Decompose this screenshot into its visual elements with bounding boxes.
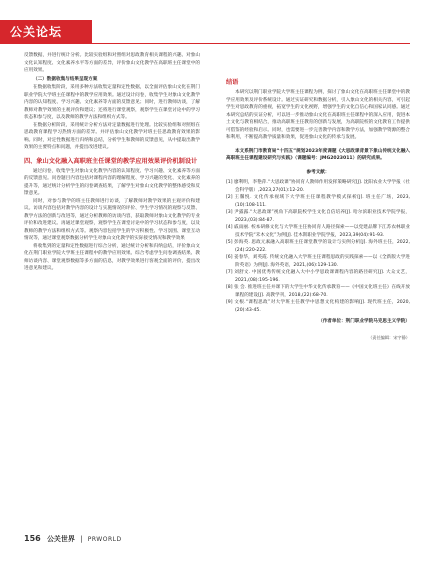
page-number: 156 <box>24 534 41 543</box>
conclusion-heading: 结语 <box>226 79 239 86</box>
paragraph: 在数据收集阶段，采用多种方法收集定量和定性数据，以全面评估象山文化在荆门职业学院大学班主任课程中的教学应用效果。通过设计问卷，收集学生对象山文化教学内容的认知程度、学习兴趣、文化素养等方面的反馈意见；同时，进行教师访谈，了解教师对教学效果的主观评价和建议；还将进行课堂观察，观察学生在课堂讨论中的学习状态和参与度，以及教师的教学方法和组织方式等。 <box>24 85 200 120</box>
section-heading: 四、象山文化融入高职班主任课堂的教学应用效果评价机制设计 <box>24 157 198 165</box>
paragraph: 将收集到的定量和定性数据进行综合分析，通过统计分析和归纳总结，评价象山文化在荆门职业学院大学班主任课程中的教学应用效果。综合考虑学生问卷调查结果、教师访谈内容、课堂观察数据等多方面的信息，对教学效果进行客观全面的评价，提出改进意见和建议。 <box>24 243 200 271</box>
section-tab <box>0 20 92 44</box>
reference-item: [9] 文根.“课程思政”对大学班主任教学中思想文化构建的影响[J]. 现代班主任，2020,(20):43-45. <box>226 300 410 313</box>
paragraph: 通过问卷，收集学生对象山文化教学内容的认知程度、学习兴趣、文化素养等方面的反馈意见。问卷题目内容包括对课程内容的理解程度、学习兴趣的变化、文化素养的提升等，通过统计分析学生的问卷调查结果，了解学生对象山文化教学的整体感受和反馈意见。 <box>24 168 200 196</box>
subheading: （二）数据收集与结果呈现方案 <box>33 76 98 82</box>
reference-item: [6] 姜春华，刘英霞. 传统文化融入大学班主任课程思政的实践探索——以《全新版大学进阶英语》为例[J]. 海外英语，2021,(06):129-130. <box>226 255 410 268</box>
author-affiliation: （作者单位：荆门职业学院马克思主义学院） <box>318 319 410 324</box>
section-title: 公关论坛 <box>10 25 63 39</box>
reference-item: [1] 廖利明，李艳萍.“大思政课”协同育人教师作用发挥策略研究[J]. 沈阳农业大学学报（社会科学版）,2023,27(01):12-20. <box>226 180 410 193</box>
reference-item: [8] 张 会. 推进班主任并课下的大学生中华文化传承教育——《中国文化班主任》在线开放课程的建设[J]. 高教学刊，2018,(22):68-70. <box>226 285 410 298</box>
funding-note: 本文系荆门市教育局“十四五”规划2023年度课题《大思政课背景下象山传统文化融入高职班主任课程建设研究与实践》（课题编号：JMG2023011）的研究成果。 <box>226 148 411 161</box>
paragraph: 在数据分析阶段，采用统计分析方法对定量数据进行处理。比较实验组和对照组在思政教育课程学习热情方面的差异。并评估象山文化教学对班主任思政教育效果的影响。同时，对定性数据进行归纳和总结，分析学生和教师的反馈意见，从中提取出教学效果的主要特点和问题，并提出改进建议。 <box>24 122 200 150</box>
paragraph: 反馈数据，并进行统计分析。比较实验组和对照组对思政教育相关课程的兴趣、对象山文化认知程度、文化素养水平等方面的差异，评价象山文化教学在高职班主任课堂中的应用效果。 <box>24 53 200 73</box>
reference-item: [2] 王馨悦. 文化传承视域下大学班主任课程教学模式探析[J]. 班主任广场，2023,(10):108-111. <box>226 195 410 208</box>
responsible-editor: （责任编辑：宋宇静） <box>368 334 410 340</box>
publication-id: PRWORLD <box>87 536 122 543</box>
footer-separator: | <box>80 535 83 543</box>
reference-item: [4] 戚雨丽. 校本研修文化与大学班主任协同育人路径探索——以党建品牌下江苏农林职业技术学院“禾木文化”为例[J]. 佳木斯职业学院学报，2023,39(04):91-93. <box>226 225 410 238</box>
paragraph: 同时，对参与教学的班主任教师进行访谈，了解教师对教学效果的主观评价和建议。访谈内容包括对教学内容的设计与实施情况的评价、学生学习情况的观察与反馈、教学方法的创新与改进等，通过分析教师的访谈内容，获取教师对象山文化教学的专业评价和改进建议。再通过课堂观察，观察学生在课堂讨论中的学习状态和参与度，以及教师的教学方法和组织方式等。观察内容包括学生的学习积极性、学习氛围、课堂互动情况等，通过课堂观察数据分析学生对象山文化教学的实际接受情况和教学效果 <box>24 198 200 241</box>
references-heading: 参考文献： <box>306 169 330 175</box>
reference-item: [3] 尹露露.“大思政课”视角下高职院校学生文化自信培养[J]. 哈尔滨职业技术学院学报，2023,(03):84-87. <box>226 210 410 223</box>
left-column <box>24 52 200 273</box>
right-column <box>226 52 410 341</box>
header-divider <box>92 43 410 44</box>
reference-item: [7] 刘舒文. 中国优秀传统文化融入大中小学思政课课程内容的路径研究[J]. 大众文艺，2021,(08):195-196. <box>226 270 410 283</box>
paragraph: 本研究以荆门职业学院大学班主任课程为例，探讨了象山文化在高职班主任课堂中的教学应用效果及评价系统设计。通过实证研究和数据分析，引入象山文化的相关内容，可引起学生对思政教育的重视，拓宽学生的文化视野，增强学生的文化自信心和国家认同感。通过本研究总结的实证分析，可以进一步推动象山文化在高职班主任课程中的深入应用，促进本土文化与教育相结合，推动高职班主任教育的创新与发展，为高职院校的文化教育工作提供可借鉴的经验和启示。同时，也需要进一步完善教学内容和教学方法，加强教学资源的整合和利用，不断提高教学质量和效果，促进象山文化的传承与发展。 <box>226 90 410 140</box>
page-footer <box>24 532 404 546</box>
publication-name: 公关世界 <box>46 535 75 543</box>
reference-item: [5] 彭海英. 思政元素融入高职班主任课堂教学的设计与实例分析[J]. 海外班主任，2022,(24):220-222. <box>226 240 410 253</box>
